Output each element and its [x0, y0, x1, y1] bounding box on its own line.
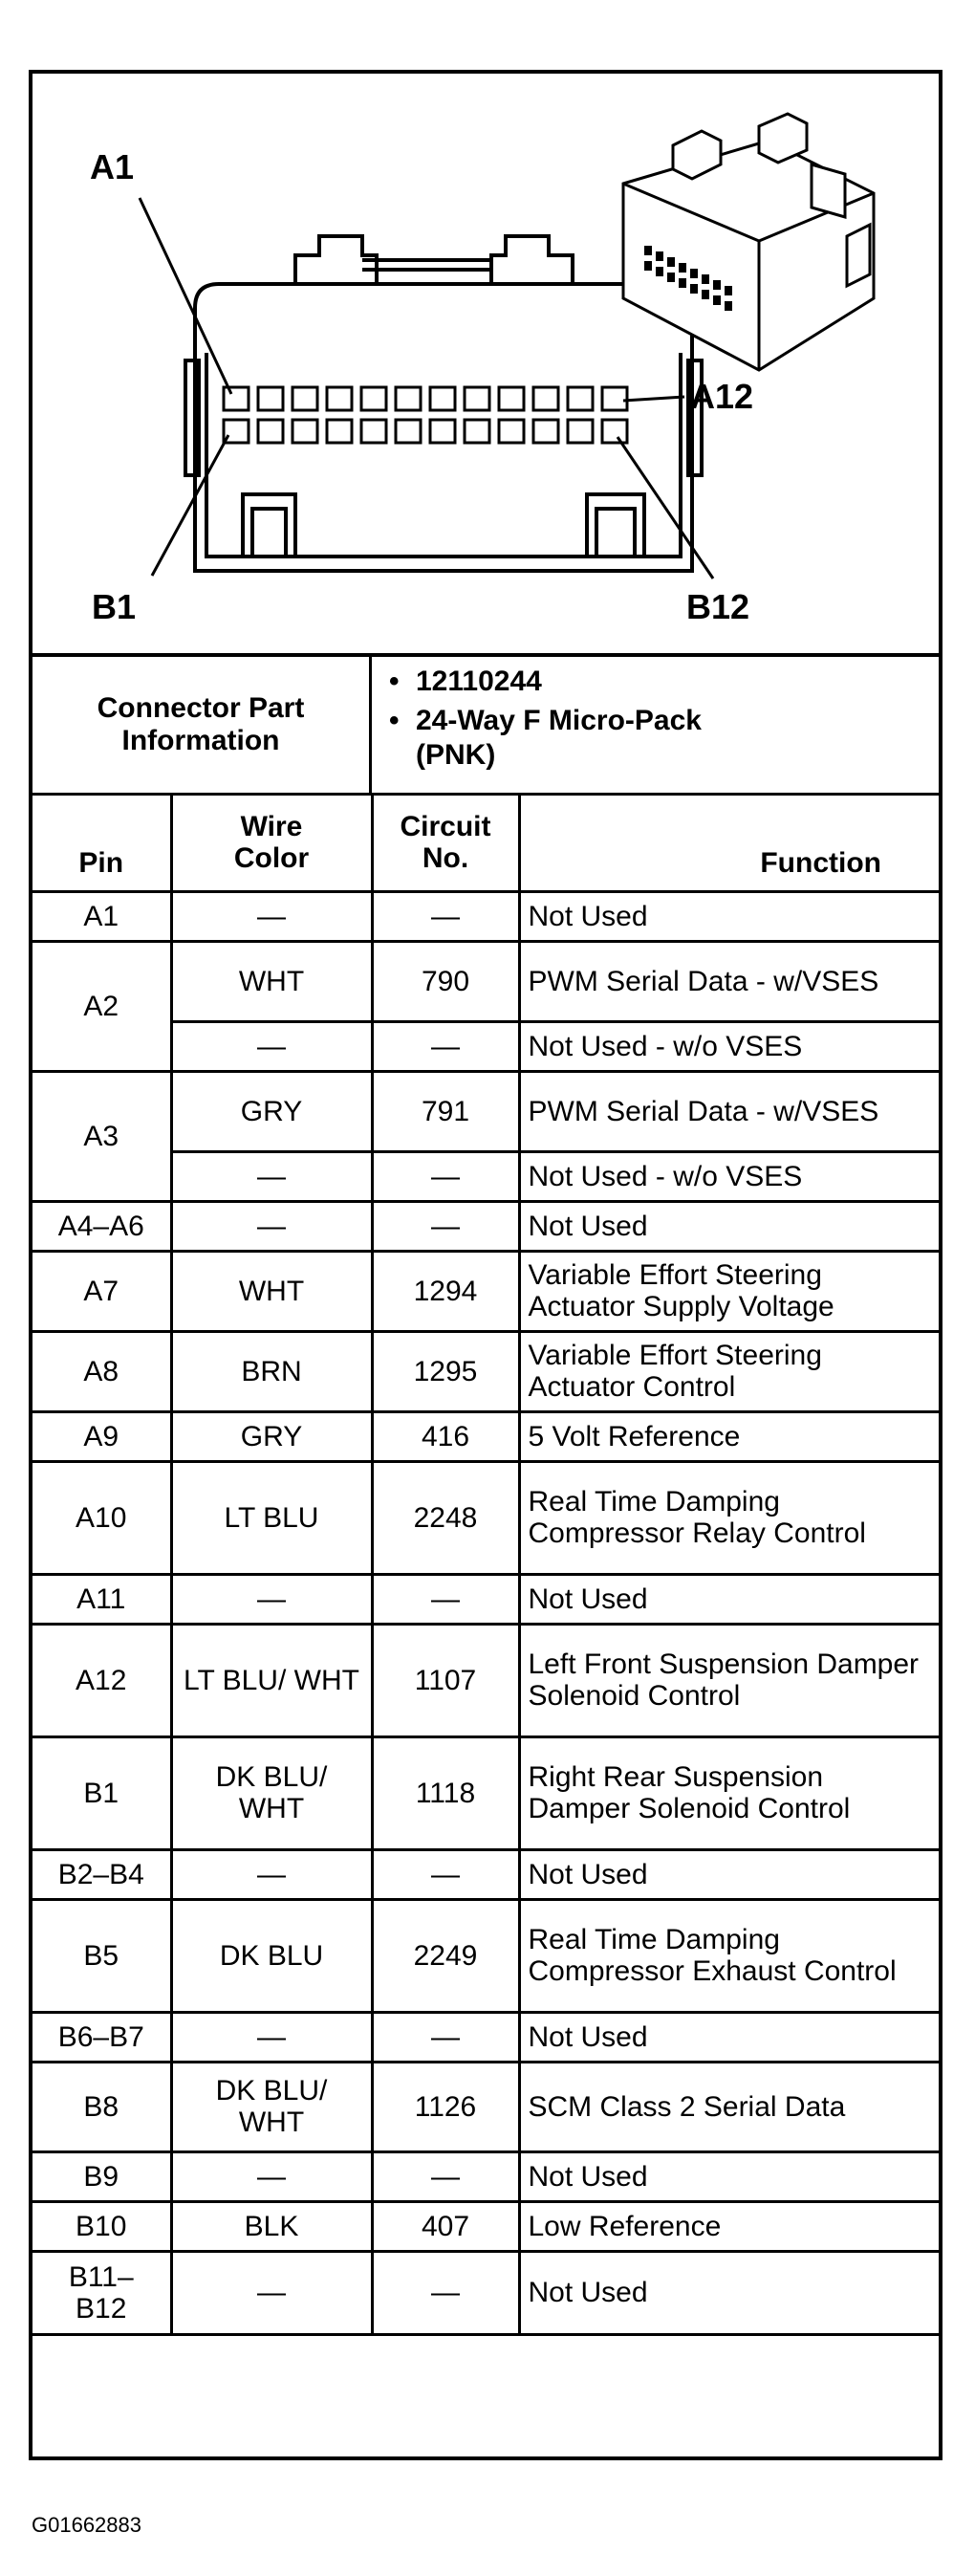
table-row: — — Not Used - w/o VSES: [32, 1021, 939, 1071]
header-pin: Pin: [32, 796, 171, 891]
table-row: A3 GRY 791 PWM Serial Data - w/VSES: [32, 1071, 939, 1151]
connector-diagram: [32, 74, 939, 657]
connector-part-information: [32, 657, 939, 796]
pin-label-a12: A12: [690, 377, 754, 416]
pin-label-b1: B1: [92, 587, 137, 626]
table-row: A2 WHT 790 PWM Serial Data - w/VSES: [32, 941, 939, 1021]
table-row: B10 BLK 407 Low Reference: [32, 2201, 939, 2251]
table-row: B8 DK BLU/ WHT 1126 SCM Class 2 Serial Data: [32, 2062, 939, 2151]
connector-info-values: [372, 657, 939, 793]
connector-document: [29, 70, 942, 2460]
table-row: A1 — — Not Used: [32, 891, 939, 941]
table-row: A9 GRY 416 5 Volt Reference: [32, 1411, 939, 1461]
table-row: B2–B4 — — Not Used: [32, 1849, 939, 1899]
header-function: Function: [519, 796, 939, 891]
pinout-table: [32, 796, 939, 2336]
table-row: A7 WHT 1294 Variable Effort Steering Actuator Supply Voltage: [32, 1251, 939, 1331]
connector-description: • 24-Way F Micro-Pack (PNK): [389, 704, 760, 772]
table-header-row: [32, 796, 939, 891]
header-circuit-no: Circuit No.: [372, 796, 519, 891]
table-row: B1 DK BLU/ WHT 1118 Right Rear Suspension Damper Solenoid Control: [32, 1736, 939, 1849]
connector-drawing: [32, 74, 939, 653]
pin-label-b12: B12: [686, 587, 750, 626]
table-row: A8 BRN 1295 Variable Effort Steering Actuator Control: [32, 1331, 939, 1411]
table-row: A11 — — Not Used: [32, 1574, 939, 1624]
table-row: B5 DK BLU 2249 Real Time Damping Compressor Exhaust Control: [32, 1899, 939, 2012]
connector-info-label: Connector Part Information: [32, 657, 372, 793]
table-row: A4–A6 — — Not Used: [32, 1201, 939, 1251]
pin-label-a1: A1: [90, 147, 135, 186]
table-row: A12 LT BLU/ WHT 1107 Left Front Suspension Damper Solenoid Control: [32, 1624, 939, 1736]
table-row: B9 — — Not Used: [32, 2151, 939, 2201]
table-row: B6–B7 — — Not Used: [32, 2012, 939, 2062]
table-row: A10 LT BLU 2248 Real Time Damping Compressor Relay Control: [32, 1461, 939, 1574]
table-row: B11– B12 — — Not Used: [32, 2251, 939, 2334]
figure-id: G01662883: [32, 2513, 141, 2537]
header-wire-color: Wire Color: [171, 796, 372, 891]
part-number: • 12110244: [389, 665, 760, 698]
table-row: — — Not Used - w/o VSES: [32, 1151, 939, 1201]
